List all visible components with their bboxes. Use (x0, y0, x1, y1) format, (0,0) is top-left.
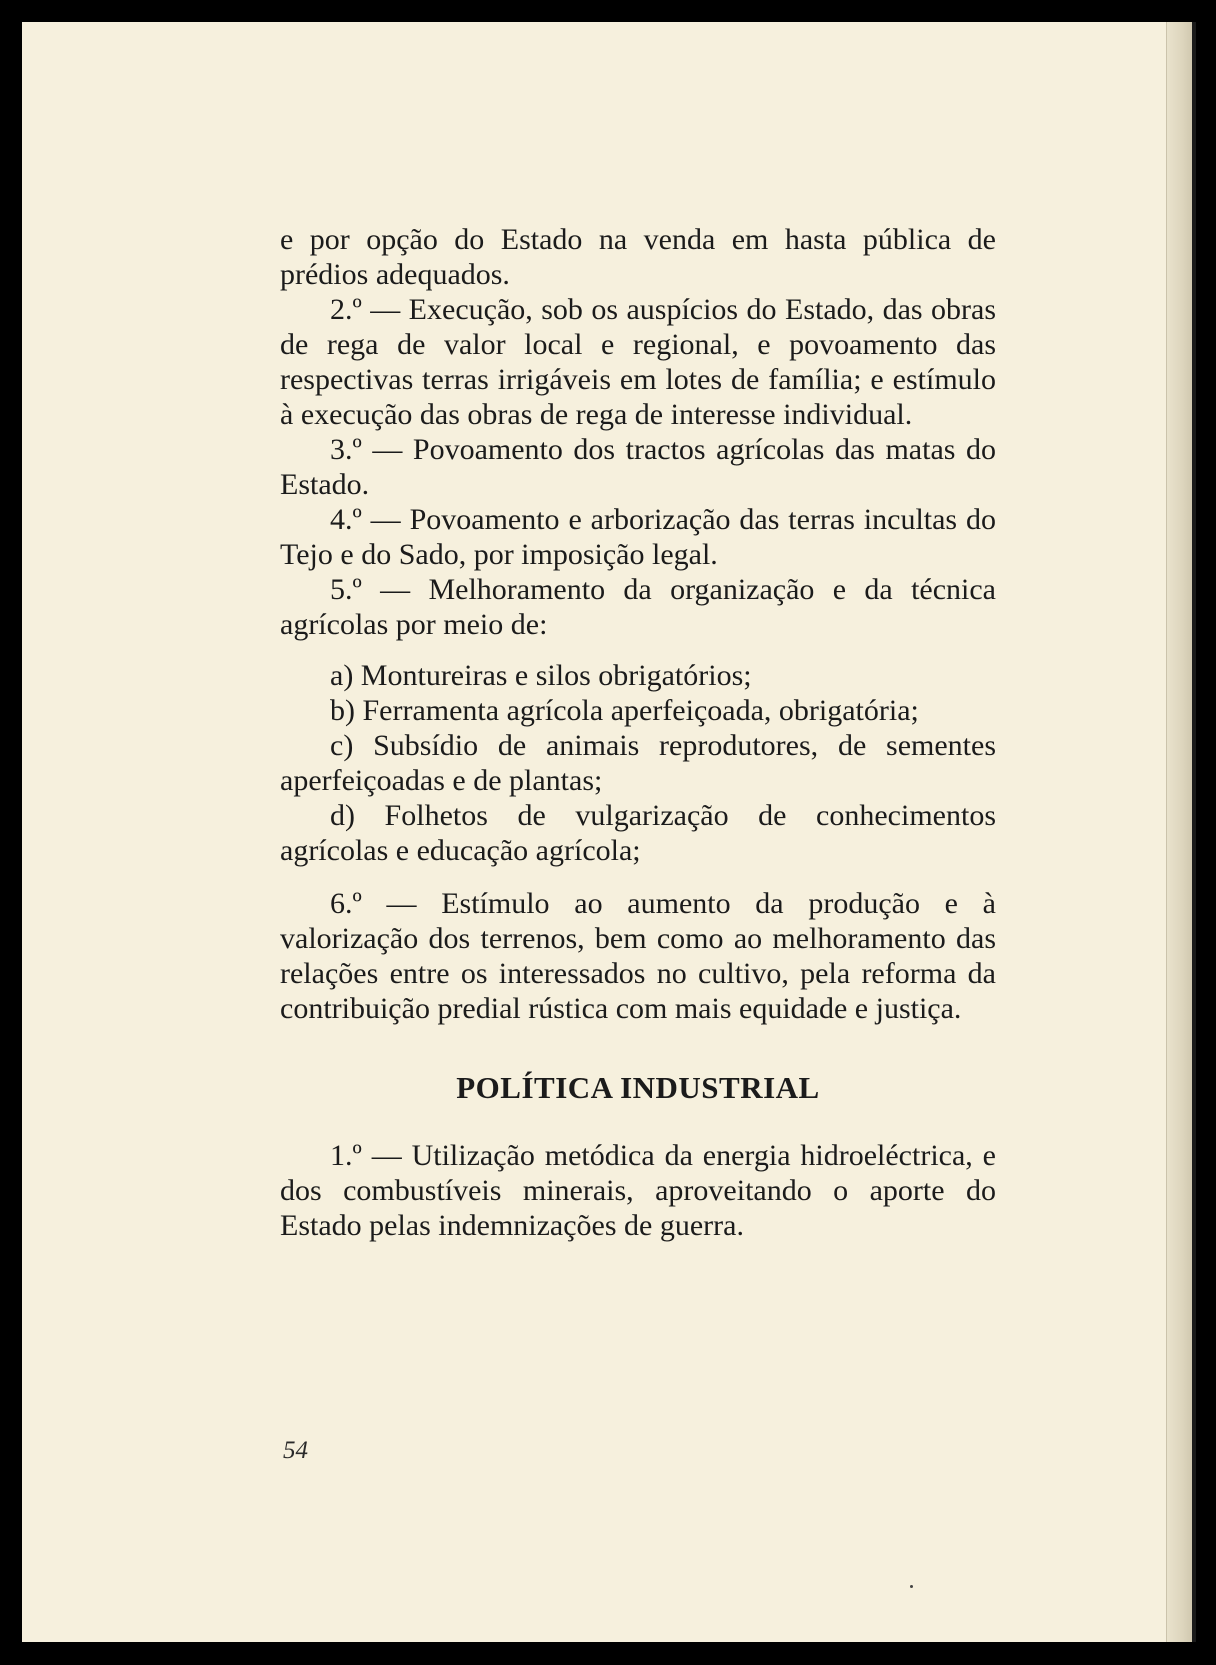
paragraph-item-2: 2.º — Execução, sob os auspícios do Estado, das obras de rega de valor local e regional, e povoamento das respectivas terras irrigáveis em lotes de família; e estímulo à execução das obras de rega de interesse individual. (280, 293, 996, 431)
body-text (280, 222, 996, 1243)
paragraph-item-5: 5.º — Melhoramento da organização e da técnica agrícolas por meio de: (280, 573, 996, 641)
industrial-item-1: 1.º — Utilização metódica da energia hidroeléctrica, e dos combustíveis minerais, aproveitando o aporte do Estado pelas indemnizações de guerra. (280, 1139, 996, 1242)
paragraph-continuation: e por opção do Estado na venda em hasta pública de prédios adequados. (280, 223, 996, 291)
page-number: 54 (283, 1437, 308, 1464)
paragraph-item-3: 3.º — Povoamento dos tractos agrícolas das matas do Estado. (280, 433, 996, 501)
spacer (280, 868, 996, 886)
sub-item-a: a) Montureiras e silos obrigatórios; (330, 659, 752, 692)
section-heading: POLÍTICA INDUSTRIAL (456, 1070, 820, 1105)
sub-item-c: c) Subsídio de animais reprodutores, de sementes aperfeiçoadas e de plantas; (280, 729, 996, 797)
sub-item-d: d) Folhetos de vulgarização de conhecimentos agrícolas e educação agrícola; (280, 799, 996, 867)
page-edge-shadow (1166, 22, 1193, 1642)
sub-item-b: b) Ferramenta agrícola aperfeiçoada, obrigatória; (330, 694, 919, 727)
page-edge-line (1192, 22, 1196, 1642)
paper-speck (910, 1585, 913, 1588)
paragraph-item-4: 4.º — Povoamento e arborização das terras incultas do Tejo e do Sado, por imposição legal. (280, 503, 996, 571)
paragraph-item-6: 6.º — Estímulo ao aumento da produção e à valorização dos terrenos, bem como ao melhoramento das relações entre os interessados no cultivo, pela reforma da contribuição predial rústica com mais equidade e justiça. (280, 887, 996, 1025)
spacer (280, 642, 996, 658)
